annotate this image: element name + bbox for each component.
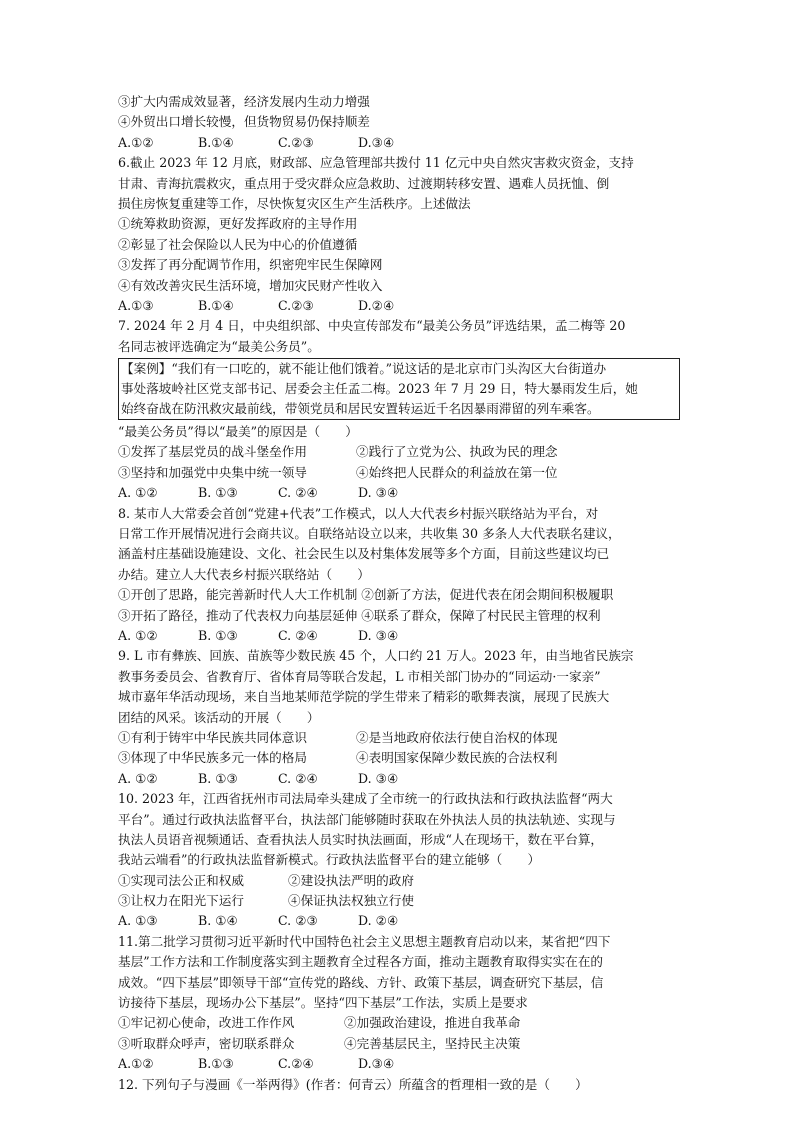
q10-option-a: A. ①③ <box>118 913 158 929</box>
q6-statement-4: ④有效改善灾民生活环境，增加灾民财产性收入 <box>118 277 383 293</box>
q6-option-d: D.②④ <box>358 297 395 313</box>
q11-statement-2: ②加强政治建设，推进自我革命 <box>344 1015 521 1031</box>
q5-option-b: B.①④ <box>198 134 234 150</box>
q8-option-c: C. ②④ <box>278 627 318 643</box>
q7-option-c: C. ②④ <box>278 485 318 501</box>
q10-statement-2: ②建设执法严明的政府 <box>288 872 414 888</box>
q9-statement-2: ②是当地政府依法行使自治权的体现 <box>356 729 558 745</box>
q9-statement-4: ④表明国家保障少数民族的合法权利 <box>356 750 558 766</box>
q11-stem-line: 访接待下基层，现场办公下基层”。坚持“四下基层”工作法，实质上是要求 <box>118 995 528 1011</box>
q11-option-a: A.①② <box>118 1056 154 1072</box>
q6-stem-line: 6.截止 2023 年 12 月底，财政部、应急管理部共拨付 11 亿元中央自然灾害救灾资金，支持 <box>118 155 634 171</box>
q9-stem-line: 城市嘉年华活动现场，来自当地某师范学院的学生带来了精彩的歌舞表演，展现了民族大 <box>118 689 610 705</box>
q8-stem-line: 8. 某市人大常委会首创“党建+代表”工作模式，以人大代表乡村振兴联络站为平台，对 <box>118 505 599 521</box>
q11-statement-3: ③听取群众呼声，密切联系群众 <box>118 1035 295 1051</box>
q8-statements-3-4: ③开拓了路径，推动了代表权力向基层延伸 ④联系了群众，保障了村民民主管理的权利 <box>118 607 601 623</box>
q7-statements-row-1 <box>118 442 680 462</box>
q10-statement-1: ①实现司法公正和权威 <box>118 872 244 888</box>
q6-option-a: A.①③ <box>118 297 154 313</box>
q10-stem-line: 我站云端看”的行政执法监督新模式。行政执法监督平台的建立能够（ ） <box>118 852 541 868</box>
q12-stem-line: 12. 下列句子与漫画《一举两得》(作者：何青云）所蕴含的哲理相一致的是（ ） <box>118 1076 588 1092</box>
q8-stem-line: 日常工作开展情况进行会商共议。自联络站设立以来，共收集 30 多条人大代表联名建议， <box>118 526 621 542</box>
q9-option-c: C. ②④ <box>278 770 318 786</box>
q7-statement-1: ①发挥了基层党员的战斗堡垒作用 <box>118 444 307 460</box>
q6-stem-line: 甘肃、青海抗震救灾，重点用于受灾群众应急救助、过渡期转移安置、遇难人员抚恤、倒 <box>118 175 610 191</box>
q9-options <box>118 769 680 789</box>
q10-option-c: C. ②③ <box>278 913 318 929</box>
q7-option-d: D. ③④ <box>358 485 399 501</box>
q11-statements-row-2 <box>118 1034 680 1054</box>
q7-question: “最美公务员”得以“最美”的原因是（ ） <box>118 424 358 440</box>
q11-statement-4: ④完善基层民主，坚持民主决策 <box>344 1035 521 1051</box>
q8-stem-line: 涵盖村庄基础设施建设、文化、社会民生以及村集体发展等多个方面，目前这些建议均已 <box>118 546 610 562</box>
q10-statement-4: ④保证执法权独立行使 <box>288 893 414 909</box>
q7-case-line: 【案例】“我们有一口吃的，就不能让他们饿着。”说这话的是北京市门头沟区大台街道办 <box>121 361 607 377</box>
q5-statement-4: ④外贸出口增长较慢，但货物贸易仍保持顺差 <box>118 114 370 130</box>
q7-statement-2: ②践行了立党为公、执政为民的理念 <box>356 444 558 460</box>
q11-statement-1: ①牢记初心使命，改进工作作风 <box>118 1015 295 1031</box>
q6-statement-1: ①统筹救助资源，更好发挥政府的主导作用 <box>118 216 358 232</box>
q10-statement-3: ③让权力在阳光下运行 <box>118 893 244 909</box>
q9-stem-line: 9. L 市有彝族、回族、苗族等少数民族 45 个，人口约 21 万人。2023 年，由当地省民族宗 <box>118 648 634 664</box>
q8-option-b: B. ①③ <box>198 627 238 643</box>
q9-option-a: A. ①② <box>118 770 158 786</box>
q7-stem-line: 7. 2024 年 2 月 4 日，中央组织部、中央宣传部发布“最美公务员”评选结果，孟二梅等 20 <box>118 318 626 334</box>
q5-option-c: C.②③ <box>278 134 314 150</box>
q11-stem-line: 成效。“四下基层”即领导干部“宣传党的路线、方针、政策下基层，调查研究下基层，信 <box>118 974 604 990</box>
q7-statements-row-2 <box>118 463 680 483</box>
q5-option-a: A.①② <box>118 134 154 150</box>
q9-stem-line: 教事务委员会、省教育厅、省体育局等联合发起，L 市相关部门协办的“同运动·一家亲” <box>118 668 601 684</box>
q8-stem-line: 办结。建立人大代表乡村振兴联络站（ ） <box>118 566 370 582</box>
q9-statement-1: ①有利于铸牢中华民族共同体意识 <box>118 729 307 745</box>
q9-option-d: D. ③④ <box>358 770 399 786</box>
q5-option-d: D.③④ <box>358 134 395 150</box>
q10-stem-line: 10. 2023 年，江西省抚州市司法局牵头建成了全市统一的行政执法和行政执法监督“两大 <box>118 791 613 807</box>
q11-stem-line: 11.第二批学习贯彻习近平新时代中国特色社会主义思想主题教育启动以来，某省把“四下 <box>118 933 611 949</box>
q7-case-box <box>118 358 680 420</box>
q6-option-b: B.①④ <box>198 297 234 313</box>
exam-page <box>118 92 680 1095</box>
q7-statement-3: ③坚持和加强党中央集中统一领导 <box>118 464 307 480</box>
q11-option-b: B.①③ <box>198 1056 234 1072</box>
q7-case-line: 事处落坡岭社区党支部书记、居委会主任孟二梅。2023 年 7 月 29 日，特大暴雨发生后，她 <box>121 381 638 397</box>
q10-option-d: D. ②④ <box>358 913 399 929</box>
q9-statement-3: ③体现了中华民族多元一体的格局 <box>118 750 307 766</box>
q11-option-d: D.③④ <box>358 1056 395 1072</box>
q7-statement-4: ④始终把人民群众的利益放在第一位 <box>356 464 558 480</box>
q10-options <box>118 911 680 931</box>
q7-case-line: 始终奋战在防汛救灾最前线，带领党员和居民安置转运近千名因暴雨滞留的列车乘客。 <box>121 401 600 417</box>
q10-option-b: B. ①④ <box>198 913 238 929</box>
q11-stem-line: 基层”工作方法和工作制度落实到主题教育全过程各方面，推动主题教育取得实实在在的 <box>118 954 604 970</box>
q5-statement-3: ③扩大内需成效显著，经济发展内生动力增强 <box>118 94 370 109</box>
q11-option-c: C.②④ <box>278 1056 314 1072</box>
q7-options <box>118 483 680 503</box>
q6-options <box>118 296 680 316</box>
q7-option-b: B. ①③ <box>198 485 238 501</box>
q9-statements-row-1 <box>118 728 680 748</box>
q10-statements-row-2 <box>118 891 680 911</box>
q6-statement-2: ②彰显了社会保险以人民为中心的价值遵循 <box>118 236 358 252</box>
q11-statements-row-1 <box>118 1013 680 1033</box>
q10-statements-row-1 <box>118 871 680 891</box>
q7-option-a: A. ①② <box>118 485 158 501</box>
q10-stem-line: 执法人员语音视频通话、查看执法人员实时执法画面，形成“人在现场干，数在平台算， <box>118 831 604 847</box>
q9-stem-line: 团结的风采。该活动的开展（ ） <box>118 709 320 725</box>
q7-stem-line: 名同志被评选确定为“最美公务员”。 <box>118 338 320 354</box>
q9-statements-row-2 <box>118 748 680 768</box>
q5-options <box>118 133 680 153</box>
q8-option-a: A. ①② <box>118 627 158 643</box>
q6-option-c: C.②③ <box>278 297 314 313</box>
q6-statement-3: ③发挥了再分配调节作用，织密兜牢民生保障网 <box>118 257 383 273</box>
q11-options <box>118 1054 680 1074</box>
q6-stem-line: 损住房恢复重建等工作，尽快恢复灾区生产生活秩序。上述做法 <box>118 195 471 211</box>
q10-stem-line: 平台”。通过行政执法监督平台，执法部门能够随时获取在外执法人员的执法轨迹、实现与 <box>118 811 616 827</box>
q8-option-d: D. ③④ <box>358 627 399 643</box>
q8-options <box>118 626 680 646</box>
q9-option-b: B. ①③ <box>198 770 238 786</box>
q8-statements-1-2: ①开创了思路，能完善新时代人大工作机制 ②创新了方法，促进代表在闭会期间积极履职 <box>118 587 614 603</box>
